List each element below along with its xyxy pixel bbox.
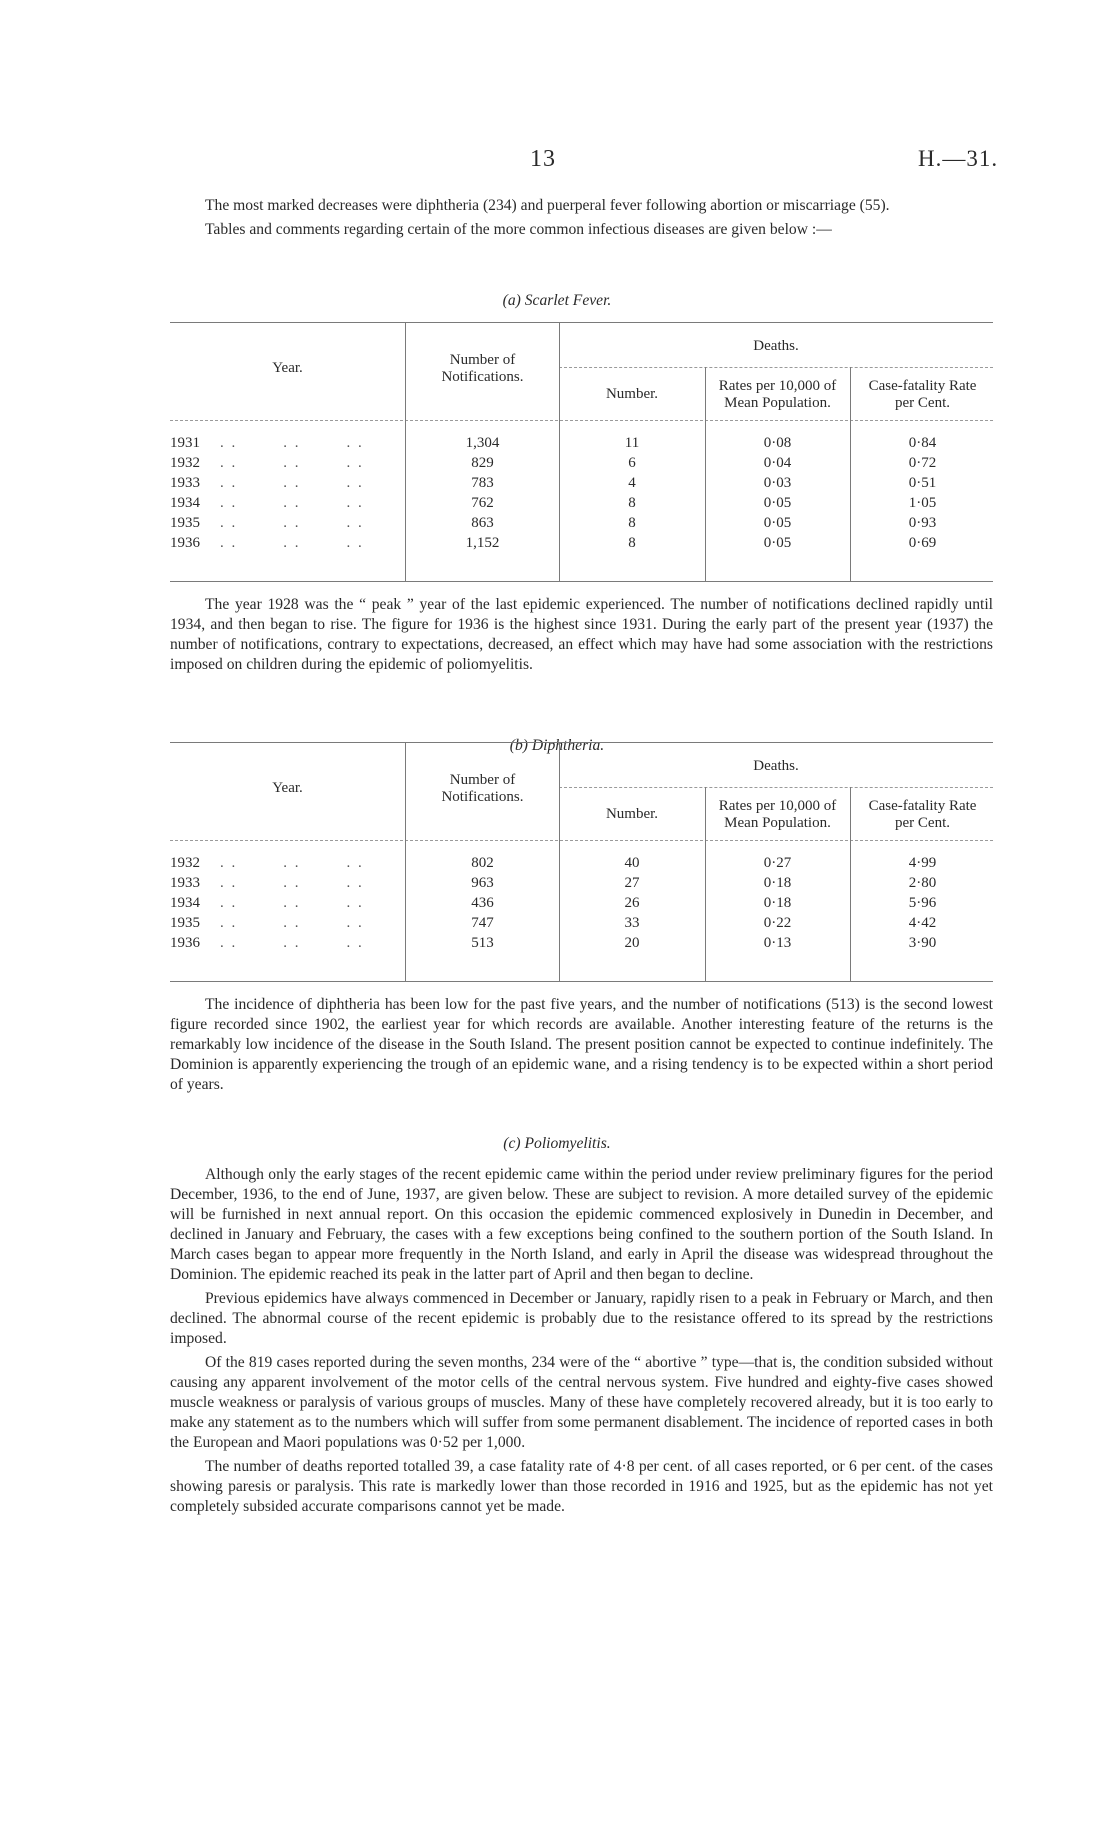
scarlet-fever-caption: (a) Scarlet Fever. — [502, 292, 612, 309]
rate-cell: 0·05 — [763, 494, 792, 511]
table-row: 1934 . . . . . . — [170, 894, 364, 911]
fatality-cell: 3·90 — [908, 934, 937, 951]
diphtheria-caption: (b) Diphtheria. — [509, 737, 605, 754]
notifications-cell: 802 — [471, 855, 494, 871]
fatality-cell: 4·99 — [908, 855, 937, 871]
notifications-header: Number of Notifications. — [441, 352, 524, 385]
notifications-cell: 436 — [471, 894, 494, 911]
notifications-column — [415, 434, 550, 553]
rate-cell: 0·05 — [763, 514, 792, 531]
fatality-cell: 0·84 — [908, 435, 937, 451]
fatality-cell: 0·69 — [908, 534, 937, 551]
year-cell: 1932 — [170, 855, 200, 871]
fatality-column — [860, 434, 985, 553]
scarlet-fever-comment-block — [170, 595, 993, 679]
deaths-header: Deaths. — [753, 338, 799, 354]
table-row: 1931 . . . . . . — [170, 435, 364, 451]
table-row: 1933 . . . . . . — [170, 874, 364, 891]
fatality-cell: 4·42 — [908, 914, 937, 931]
year-cell: 1934 — [170, 894, 200, 911]
deaths-cell: 6 — [628, 454, 636, 471]
deaths-column — [559, 434, 705, 553]
fatality-cell: 0·51 — [908, 474, 937, 491]
rate-column — [710, 854, 845, 954]
poliomyelitis-caption: (c) Poliomyelitis. — [503, 1135, 611, 1152]
year-header: Year. — [272, 360, 303, 376]
table-row: 1936 . . . . . . — [170, 534, 364, 551]
deaths-column — [559, 854, 705, 954]
intro-text — [170, 196, 993, 244]
deaths-cell: 33 — [624, 914, 640, 931]
year-cell: 1936 — [170, 534, 200, 551]
deaths-cell: 20 — [624, 934, 640, 951]
poliomyelitis-paragraph-2: Previous epidemics have always commenced in December or January, rapidly risen to a peak in February or March, and then declined. The abnormal course of the recent epidemic is probably due to the resistance offered to its spread by the restrictions imposed. — [170, 1290, 993, 1347]
year-cell: 1934 — [170, 494, 200, 511]
table-row: 1933 . . . . . . — [170, 474, 364, 491]
year-cell: 1936 — [170, 934, 200, 951]
rate-cell: 0·27 — [763, 855, 792, 871]
case-fatality-header: Case-fatality Rate per Cent. — [868, 378, 977, 411]
year-column — [170, 854, 364, 954]
page-number: 13 — [530, 146, 556, 172]
number-header: Number. — [605, 386, 659, 402]
table-row: 1934 . . . . . . — [170, 494, 364, 511]
scarlet-fever-table — [170, 322, 993, 582]
diphtheria-comment: The incidence of diphtheria has been low for the past five years, and the number of notifications (513) is the second lowest figure recorded since 1902, the earliest year for which records are available. Another interesting feature of the returns is the remarkably low incidence of the disease in the South Island. The present position cannot be expected to continue indefinitely. The Dominion is apparently experiencing the trough of an epidemic wane, and a rising tendency is to be expected within a short period of years. — [170, 996, 993, 1093]
deaths-cell: 8 — [628, 514, 636, 531]
notifications-cell: 513 — [471, 934, 494, 951]
deaths-cell: 27 — [624, 874, 640, 891]
year-cell: 1935 — [170, 514, 200, 531]
rate-cell: 0·08 — [763, 435, 792, 451]
deaths-cell: 26 — [624, 894, 640, 911]
diphtheria-table — [170, 742, 993, 982]
fatality-cell: 2·80 — [908, 874, 937, 891]
deaths-cell: 11 — [624, 435, 640, 451]
deaths-cell: 8 — [628, 534, 636, 551]
rate-cell: 0·03 — [763, 474, 792, 491]
fatality-cell: 5·96 — [908, 894, 937, 911]
rate-cell: 0·18 — [763, 874, 792, 891]
notifications-header: Number of Notifications. — [441, 772, 524, 805]
notifications-cell: 747 — [471, 914, 494, 931]
deaths-cell: 4 — [628, 474, 636, 491]
year-cell: 1931 — [170, 435, 200, 451]
rate-cell: 0·18 — [763, 894, 792, 911]
poliomyelitis-paragraph-4: The number of deaths reported totalled 39, a case fatality rate of 4·8 per cent. of all cases reported, or 6 per cent. of the cases showing paresis or paralysis. This rate is markedly lower than those recorded in 1916 and 1925, but as the epidemic has not yet completely subsided accurate comparisons cannot yet be made. — [170, 1458, 993, 1515]
fatality-cell: 0·93 — [908, 514, 937, 531]
table-row: 1932 . . . . . . — [170, 855, 364, 871]
year-cell: 1932 — [170, 454, 200, 471]
page-reference: H.—31. — [918, 146, 999, 171]
fatality-column — [860, 854, 985, 954]
year-cell: 1935 — [170, 914, 200, 931]
notifications-cell: 829 — [471, 454, 494, 471]
year-cell: 1933 — [170, 474, 200, 491]
notifications-cell: 783 — [471, 474, 494, 491]
rate-column — [710, 434, 845, 553]
fatality-cell: 1·05 — [908, 494, 937, 511]
rates-header: Rates per 10,000 of Mean Population. — [718, 798, 837, 831]
fatality-cell: 0·72 — [908, 454, 937, 471]
poliomyelitis-paragraph-1: Although only the early stages of the recent epidemic came within the period under review preliminary figures for the period December, 1936, to the end of June, 1937, are given below. These are subject to revision. A more detailed survey of the epidemic will be furnished in next annual report. On this occasion the epidemic commenced explosively in Dunedin in December, and declined in January and February, the cases with a few exceptions being confined to the southern portion of the South Island. In March cases began to appear more frequently in the North Island, and early in April the disease was widespread throughout the Dominion. The epidemic reached its peak in the latter part of April and then began to decline. — [170, 1166, 993, 1283]
notifications-column — [415, 854, 550, 954]
deaths-cell: 40 — [624, 855, 640, 871]
notifications-cell: 863 — [471, 514, 494, 531]
notifications-cell: 963 — [471, 874, 494, 891]
scarlet-fever-comment: The year 1928 was the “ peak ” year of the last epidemic experienced. The number of notifications declined rapidly until 1934, and then began to rise. The figure for 1936 is the highest since 1931. During the early part of the present year (1937) the number of notifications, contrary to expectations, decreased, an effect which may have had some association with the restrictions imposed on children during the epidemic of poliomyelitis. — [170, 596, 993, 673]
notifications-cell: 1,152 — [465, 534, 500, 551]
intro-paragraph-1: The most marked decreases were diphtheria (234) and puerperal fever following abortion or miscarriage (55). — [205, 197, 890, 214]
poliomyelitis-text — [170, 1165, 993, 1521]
year-header: Year. — [272, 780, 303, 796]
deaths-header: Deaths. — [753, 758, 799, 774]
rate-cell: 0·13 — [763, 934, 792, 951]
rates-header: Rates per 10,000 of Mean Population. — [718, 378, 837, 411]
table-row: 1936 . . . . . . — [170, 934, 364, 951]
table-row: 1935 . . . . . . — [170, 914, 364, 931]
table-row: 1932 . . . . . . — [170, 454, 364, 471]
case-fatality-header: Case-fatality Rate per Cent. — [868, 798, 977, 831]
rate-cell: 0·05 — [763, 534, 792, 551]
year-cell: 1933 — [170, 874, 200, 891]
intro-paragraph-2: Tables and comments regarding certain of the more common infectious diseases are given below :— — [205, 221, 832, 238]
notifications-cell: 1,304 — [465, 435, 500, 451]
rate-cell: 0·22 — [763, 914, 792, 931]
notifications-cell: 762 — [471, 494, 494, 511]
year-column — [170, 434, 364, 553]
poliomyelitis-paragraph-3: Of the 819 cases reported during the seven months, 234 were of the “ abortive ” type—that is, the condition subsided without causing any apparent involvement of the motor cells of the central nervous system. Five hundred and eighty-five cases showed muscle weakness or paralysis of various groups of muscles. Many of these have completely recovered already, but it is too early to make any statement as to the numbers which will suffer from some permanent disablement. The incidence of reported cases in both the European and Maori populations was 0·52 per 1,000. — [170, 1354, 993, 1451]
rate-cell: 0·04 — [763, 454, 792, 471]
number-header: Number. — [605, 806, 659, 822]
table-row: 1935 . . . . . . — [170, 514, 364, 531]
diphtheria-comment-block — [170, 995, 993, 1099]
deaths-cell: 8 — [628, 494, 636, 511]
